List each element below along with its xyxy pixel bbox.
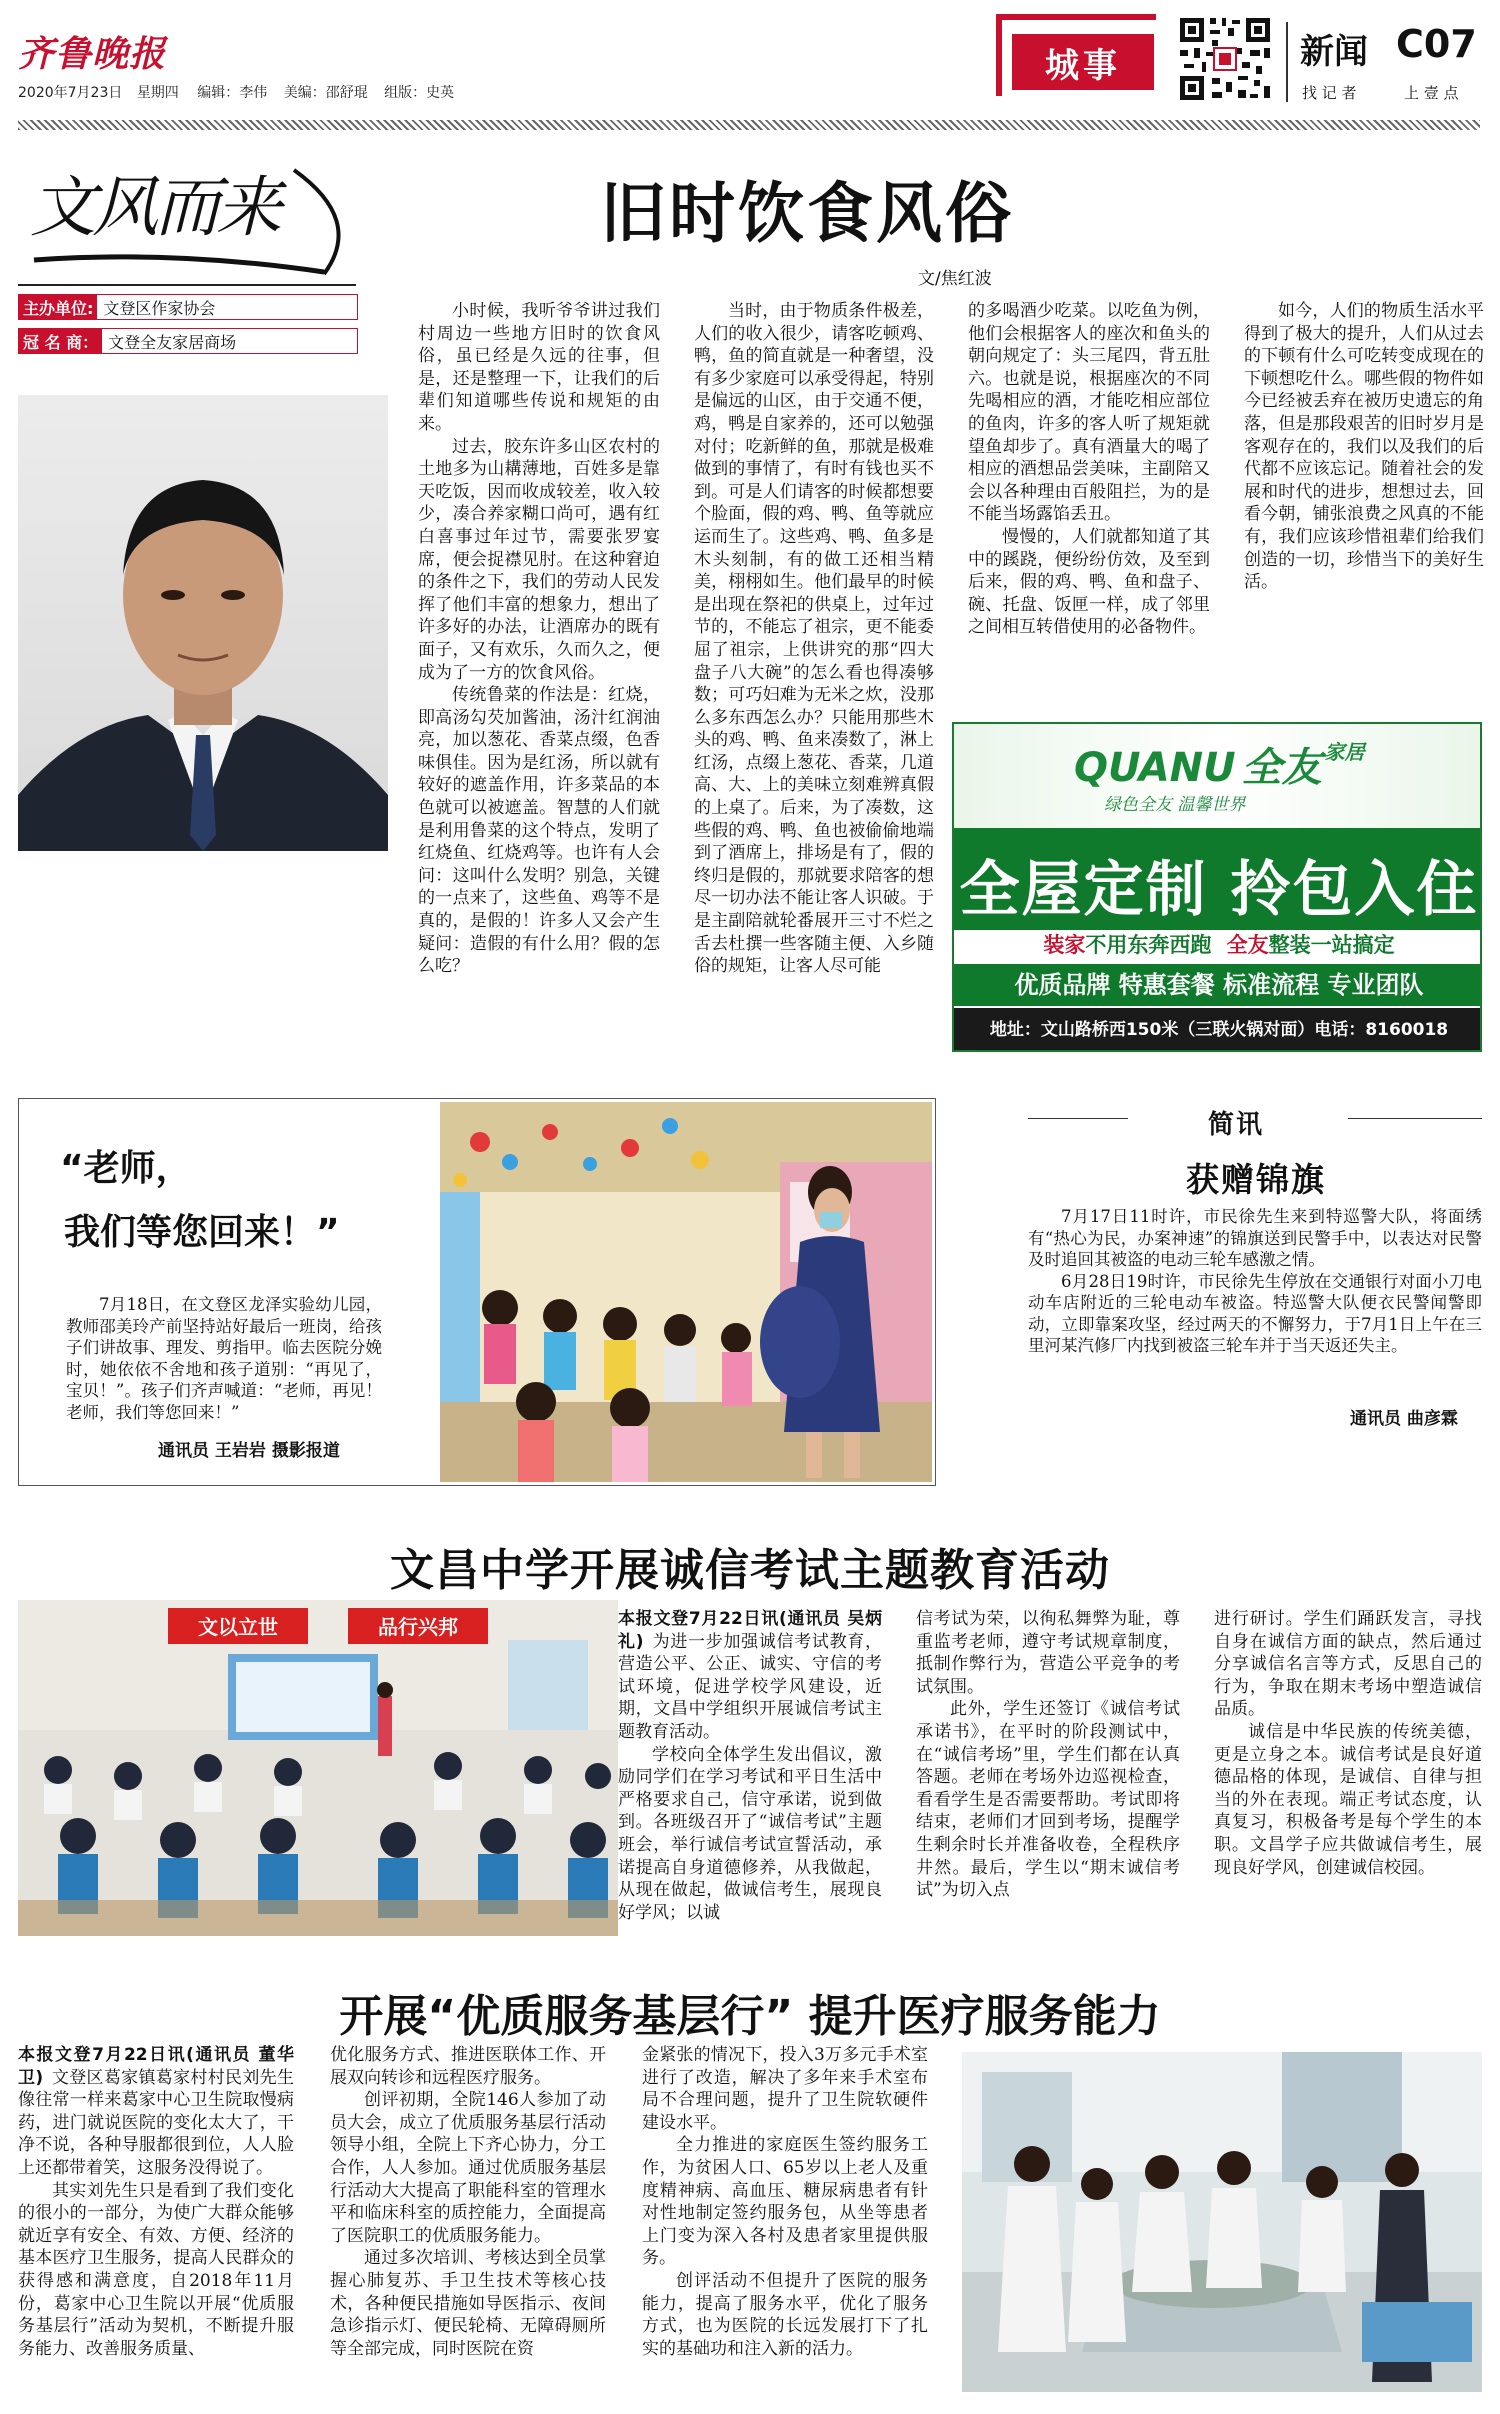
article2-p1: 为进一步加强诚信考试教育，营造公平、公正、诚实、守信的考试环境，促进学校学风建设，近期，文昌中学组织开展诚信考试主题教育活动。 [618,1631,882,1742]
photo-story-title-line2: 我们等您回来！” [64,1212,340,1253]
article2-lead: 本报文登7月22日讯(通讯员 吴炳礼) [618,1609,882,1652]
ad-sub-c: 全友 [1226,933,1269,957]
masthead-vertical-divider [1286,22,1288,102]
article1-paragraph: 传统鲁菜的作法是：红烧，即高汤勾芡加酱油，汤汁红润油亮，加以葱花、香菜点缀，色香味俱佳。因为是红汤，所以就有较好的遮盖作用，许多菜品的本色就可以被遮盖。智慧的人们就是利用鲁菜的这个特点，发明了红烧鱼、红烧鸡等。也许有人会问：这叫什么发明？别急，关键的一点来了，这些鱼、鸡等不是真的，是假的！许多人又会产生疑问：造假的有什么用？假的怎么吃？ [418,685,660,977]
brief-body [1028,1206,1482,1404]
column-banner-title: 文风而来 [30,169,278,246]
ad-quanyou [952,722,1482,1052]
ad-headline: 全屋定制 拎包入住 [959,855,1479,925]
ad-tagline: 绿色全友 温馨世界 [1104,795,1246,815]
article3-paragraph: 优化服务方式、推进医联体工作、开展双向转诊和远程医疗服务。 [330,2045,606,2088]
article3-col-3 [642,2044,928,2404]
kindergarten-photo [440,1102,932,1482]
author-portrait [18,395,388,851]
article1-col-1 [418,300,660,1060]
ad-subline [954,930,1482,960]
article2-paragraph [618,1608,882,1744]
article1-col-4 [1244,300,1484,708]
article1-paragraph: 慢慢的，人们就都知道了其中的蹊跷，便纷纷仿效，及至到后来，假的鸡、鸭、鱼和盘子、碗、托盘、饭匣一样，成了邻里之间相互转借使用的必备物件。 [968,526,1210,638]
article1-paragraph: 当时，由于物质条件极差，人们的收入很少，请客吃顿鸡、鸭，鱼的简直就是一种奢望，没有多少家庭可以承受得起，特别是偏远的山区，由于交通不便，鸡，鸭是自家养的，还可以勉强对付；吃新鲜的鱼，那就是极难做到的事情了，有时有钱也买不到。可是人们请客的时候都想要个脸面，假的鸡、鸭、鱼等就应运而生了。这些鸡、鸭、鱼多是木头刻制，有的做工还相当精美，栩栩如生。他们最早的时候是出现在祭祀的供桌上，过年过节的，不能忘了祖宗，更不能委屈了祖宗，上供讲究的那“四大盘子八大碗”的怎么看也得凑够数；可巧妇难为无米之炊，没那么多东西怎么办？只能用那些木头的鸡、鸭、鱼来凑数了，淋上红汤，点缀上葱花、香菜，几道高、大、上的美味立刻难辨真假的上桌了。后来，为了凑数，这些假的鸡、鸭、鱼也被偷偷地端到了酒席上，排场是有了，假的终归是假的，那就要求陪客的想尽一切办法不能让客人识破。于是主副陪就轮番展开三寸不烂之舌去杜撰一些客随主便、入乡随俗的规矩，让客人尽可能 [694,301,934,977]
article3-col-1 [18,2044,294,2404]
section-badge: 城事 [1012,34,1154,90]
article1-paragraph: 如今，人们的物质生活水平得到了极大的提升，人们从过去的下顿有什么可吃转变成现在的下顿想吃什么。哪些假的物件如今已经被丢弃在被历史遗忘的角落，但是那段艰苦的旧时岁月是客观存在的，我们以及我们的后代都不应该忘记。随着社会的发展和时代的进步，想想过去，回看今朝，铺张浪费之风真的不能有，我们应该珍惜祖辈们给我们创造的一切，珍惜当下的美好生活。 [1244,301,1484,593]
ad-brand-cn: 全友 [1241,745,1322,791]
article3-paragraph: 通过多次培训、考核达到全员掌握心肺复苏、手卫生技术等核心技术，各种便民措施如导医指示、夜间急诊指示灯、便民轮椅、无障碍厕所等全部完成，同时医院在资 [330,2248,606,2359]
article1-paragraph: 的多喝酒少吃菜。以吃鱼为例，他们会根据客人的座次和鱼头的朝向规定了：头三尾四，背五肚六。也就是说，根据座次的不同先喝相应的酒，才能吃相应部位的鱼肉，许多的客人听了规矩就望鱼却步了。真有酒量大的喝了相应的酒想品尝美味，主副陪又会以各种理由百般阻拦，为的是不能当场露馅丢丑。 [968,301,1210,525]
ad-sub-d: 整装一站搞定 [1268,933,1395,957]
article3-paragraph: 创评活动不但提升了医院的服务能力，提高了服务水平，优化了服务方式，也为医院的长远发展打下了扎实的基础功和注入新的活力。 [642,2270,928,2359]
ad-sub-b: 不用东奔西跑 [1085,933,1212,957]
article2-paragraph: 进行研讨。学生们踊跃发言，寻找自身在诚信方面的缺点，然后通过分享诚信名言等方式，反思自己的行为，争取在期末考场中塑造诚信品质。 [1214,1609,1482,1720]
ad-brand-en: QUANU [1074,745,1236,791]
issue-layout-editor: 组版：史英 [384,85,455,101]
brief-paragraph: 6月28日19时许，市民徐先生停放在交通银行对面小刀电动车店附近的三轮电动车被盗。特巡警大队便衣民警闻警即动，立即靠案攻坚，经过两天的不懈努力，于7月1日上午在三里河某汽修厂内找到被盗三轮车并于当天返还失主。 [1028,1271,1482,1355]
article3-paragraph [18,2044,294,2180]
ad-features: 优质品牌 特惠套餐 标准流程 专业团队 [954,964,1482,1006]
ad-sub-a: 装家 [1043,933,1086,957]
ad-address: 地址：文山路桥西150米（三联火锅对面）电话：8160018 [954,1008,1482,1052]
ad-brand [1074,736,1365,793]
page-code: C07 [1396,22,1477,66]
article2-col-2 [916,1608,1180,1926]
hospital-photo [962,2052,1482,2392]
article2-col-1 [618,1608,882,1926]
article3-paragraph: 创评初期，全院146人参加了动员大会，成立了优质服务基层行活动领导小组，全院上下齐心协力，分工合作，人人参加。通过优质服务基层行活动大大提高了职能科室的管理水平和临床科室的质控能力，全面提高了医院职工的优质服务能力。 [330,2090,606,2246]
brush-swoosh [24,150,354,285]
issue-weekday: 星期四 [136,85,179,101]
article1-title: 旧时饮食风俗 [600,175,1014,252]
naming-value: 文登全友家居商场 [108,332,237,352]
naming-label: 冠 名 商： [19,329,102,353]
article1-paragraph: 过去，胶东许多山区农村的土地多为山耩薄地，百姓多是靠天吃饭，因而收成较差，收入较少，凑合养家糊口尚可，遇有红白喜事过年过节，需要张罗宴席，便会捉襟见肘。在这种窘迫的条件之下，我们的劳动人民发挥了他们丰富的想象力，想出了许多好的办法，让酒席办的既有面子，又有欢乐，久而久之，便成为了一方的饮食风俗。 [418,436,660,683]
article1-byline: 文/焦红波 [918,269,992,289]
sponsor-value: 文登区作家协会 [103,298,216,318]
column-banner-rule [18,284,356,286]
article3-title: 开展“优质服务基层行” 提升医疗服务能力 [339,1991,1161,2042]
masthead-rule [18,120,1480,130]
brief-top-rule-right [1348,1118,1482,1119]
article2-paragraph: 学校向全体学生发出倡议，激励同学们在学习考试和平日生活中严格要求自己，信守承诺，说到做到。各班级召开了“诚信考试”主题班会，举行诚信考试宣誓活动，承诺提高自身道德修养，从我做起，从现在做起，做诚信考生，展现良好学风；以诚 [618,1744,882,1923]
photo-story-title-line1: “老师， [60,1148,192,1189]
article3-lead: 本报文登7月22日讯(通讯员 董华卫) [18,2045,294,2088]
sponsor-label: 主办单位: [19,295,97,319]
article2-paragraph: 此外，学生还签订《诚信考试承诺书》，在平时的阶段测试中，在“诚信考场”里，学生们都在认真答题。老师在考场外边巡视检查，看看学生是否需要帮助。考试即将结束，老师们才回到考场，提醒学生剩余时长并准备收卷，全程秩序井然。最后，学生以“期末诚信考试”为切入点 [916,1699,1180,1901]
article3-paragraph: 其实刘先生只是看到了我们变化的很小的一部分，为使广大群众能够就近享有安全、有效、方便、经济的基本医疗卫生服务，提高人民群众的获得感和满意度，自2018年11月份，葛家中心卫生院以开展“优质服务基层行”活动为契机，不断提升服务能力、改善服务质量、 [18,2180,294,2359]
brief-top-rule [1028,1118,1128,1119]
issue-info [18,82,454,102]
article1-col-2 [694,300,934,1060]
article1-col-3 [968,300,1210,708]
article2-paragraph: 信考试为荣，以徇私舞弊为耻，尊重监考老师，遵守考试规章制度，抵制作弊行为，营造公平竞争的考试氛围。 [916,1609,1180,1697]
naming-row [18,328,358,354]
classroom-banner-right: 品行兴邦 [378,1615,458,1639]
newspaper-logo: 齐鲁晚报 [18,33,167,75]
article2-paragraph: 诚信是中华民族的传统美德，更是立身之本。诚信考试是良好道德品格的体现，是诚信、自律与担当的外在表现。端正考试态度，认真复习，积极备考是每个学生的本职。文昌学子应共做诚信考生，展现良好学风，创建诚信校园。 [1214,1721,1482,1878]
brief-label: 简讯 [1208,1110,1265,1140]
article2-col-3 [1214,1608,1482,1926]
photo-story-paragraph: 7月18日，在文登区龙泽实验幼儿园，教师邵美玲产前坚持站好最后一班岗，给孩子们讲故事、理发、剪指甲。临去医院分娩时，她依依不舍地和孩子道别：“再见了，宝贝！”。孩子们齐声喊道：“老师，再见！老师，我们等您回来！” [66,1295,382,1422]
ad-brand-suffix: 家居 [1324,740,1365,764]
article2-title: 文昌中学开展诚信考试主题教育活动 [390,1545,1110,1596]
section-name: 新闻 [1300,32,1368,72]
photo-story-credit: 通讯员 王岩岩 摄影报道 [158,1441,340,1461]
article3-col-2 [330,2044,606,2404]
article1-paragraph: 小时候，我听爷爷讲过我们村周边一些地方旧时的饮食风俗，虽已经是久远的往事，但是，还是整理一下，让我们的后辈们知道哪些传说和规矩的由来。 [418,301,660,434]
brief-credit: 通讯员 曲彦霖 [1350,1409,1458,1429]
slogan-left: 找 记 者 [1302,84,1357,102]
brief-paragraph: 7月17日11时许，市民徐先生来到特巡警大队，将面绣有“热心为民，办案神速”的锦旗送到民警手中，以表达对民警及时追回其被盗的电动三轮车感激之情。 [1028,1207,1482,1269]
issue-editor: 编辑：李伟 [197,85,268,101]
sponsor-row [18,294,358,320]
article3-paragraph: 金紧张的情况下，投入3万多元手术室进行了改造，解决了多年来手术室布局不合理问题，提升了卫生院软硬件建设水平。 [642,2045,928,2133]
photo-story-text [66,1294,382,1434]
article3-p1: 文登区葛家镇葛家村村民刘先生像往常一样来葛家中心卫生院取慢病药，进门就说医院的变化太大了，干净不说，各种导服都很到位，人人脸上还都带着笑，这服务没得说了。 [18,2067,294,2178]
classroom-photo [18,1600,618,1936]
qr-code [1176,14,1274,104]
brief-title: 获赠锦旗 [1186,1160,1326,1199]
article3-paragraph: 全力推进的家庭医生签约服务工作，为贫困人口、65岁以上老人及重度精神病、高血压、糖尿病患者有针对性地制定签约服务包，从坐等患者上门变为深入各村及患者家里提供服务。 [642,2135,928,2269]
issue-date: 2020年7月23日 [18,85,123,101]
issue-art-editor: 美编：邵舒琨 [283,85,368,101]
slogan-right: 上 壹 点 [1404,84,1459,102]
classroom-banner-left: 文以立世 [198,1615,278,1639]
